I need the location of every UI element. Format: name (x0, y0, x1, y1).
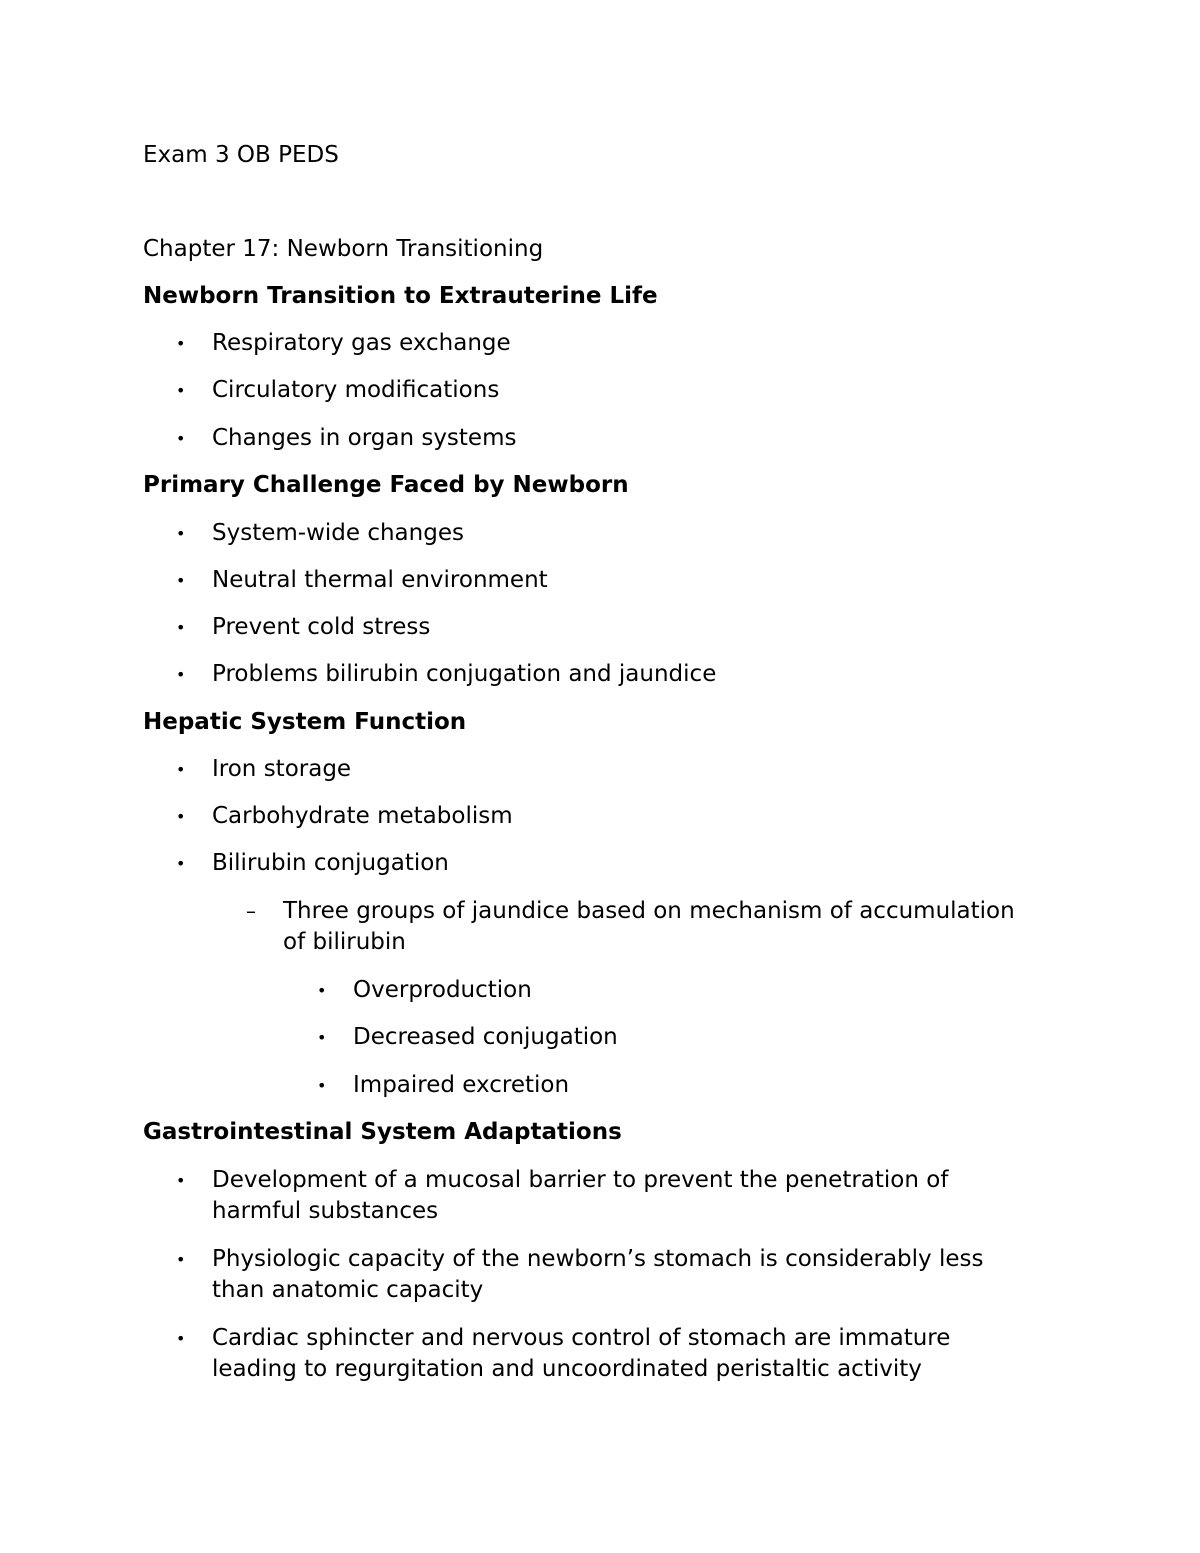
list-item-text: than anatomic capacity (212, 1277, 484, 1303)
bullet-icon: • (176, 807, 186, 826)
bullet-icon: • (176, 618, 186, 637)
bullet-icon: • (317, 981, 327, 1000)
list-item-text: Circulatory modifications (212, 377, 500, 403)
bullet-icon: • (317, 1076, 327, 1095)
bullet-icon: • (176, 429, 186, 448)
list-item-text: leading to regurgitation and uncoordinated peristaltic activity (212, 1356, 922, 1382)
list-item-text: Bilirubin conjugation (212, 850, 449, 876)
bullet-icon: • (176, 1171, 186, 1190)
bullet-icon: • (176, 1329, 186, 1348)
section-heading: Hepatic System Function (143, 709, 467, 735)
list-item-text: Prevent cold stress (212, 614, 431, 640)
bullet-icon: • (176, 381, 186, 400)
list-item-text: Iron storage (212, 756, 352, 782)
sub-sub-list-item-text: Overproduction (353, 977, 532, 1003)
list-item-text: Neutral thermal environment (212, 567, 548, 593)
bullet-icon: • (176, 571, 186, 590)
sub-sub-list-item-text: Decreased conjugation (353, 1024, 618, 1050)
list-item-text: Problems bilirubin conjugation and jaundice (212, 661, 717, 687)
bullet-icon: • (176, 665, 186, 684)
list-item-text: Physiologic capacity of the newborn’s stomach is considerably less (212, 1246, 984, 1272)
sub-list-item-text: of bilirubin (283, 929, 406, 955)
bullet-icon: • (317, 1028, 327, 1047)
sub-sub-list-item-text: Impaired excretion (353, 1072, 570, 1098)
chapter-title: Chapter 17: Newborn Transitioning (143, 236, 544, 262)
section-heading: Newborn Transition to Extrauterine Life (143, 283, 658, 309)
list-item-text: System-wide changes (212, 520, 464, 546)
sub-list-item-text: Three groups of jaundice based on mechanism of accumulation (283, 898, 1015, 924)
bullet-icon: • (176, 1250, 186, 1269)
document-title: Exam 3 OB PEDS (143, 142, 339, 168)
list-item-text: Changes in organ systems (212, 425, 517, 451)
bullet-icon: • (176, 524, 186, 543)
list-item-text: Respiratory gas exchange (212, 330, 511, 356)
section-heading: Primary Challenge Faced by Newborn (143, 472, 629, 498)
list-item-text: Carbohydrate metabolism (212, 803, 513, 829)
list-item-text: harmful substances (212, 1198, 439, 1224)
bullet-icon: • (176, 760, 186, 779)
section-heading: Gastrointestinal System Adaptations (143, 1119, 622, 1145)
dash-icon: – (246, 899, 256, 923)
list-item-text: Cardiac sphincter and nervous control of stomach are immature (212, 1325, 951, 1351)
bullet-icon: • (176, 854, 186, 873)
list-item-text: Development of a mucosal barrier to prevent the penetration of (212, 1167, 949, 1193)
bullet-icon: • (176, 334, 186, 353)
